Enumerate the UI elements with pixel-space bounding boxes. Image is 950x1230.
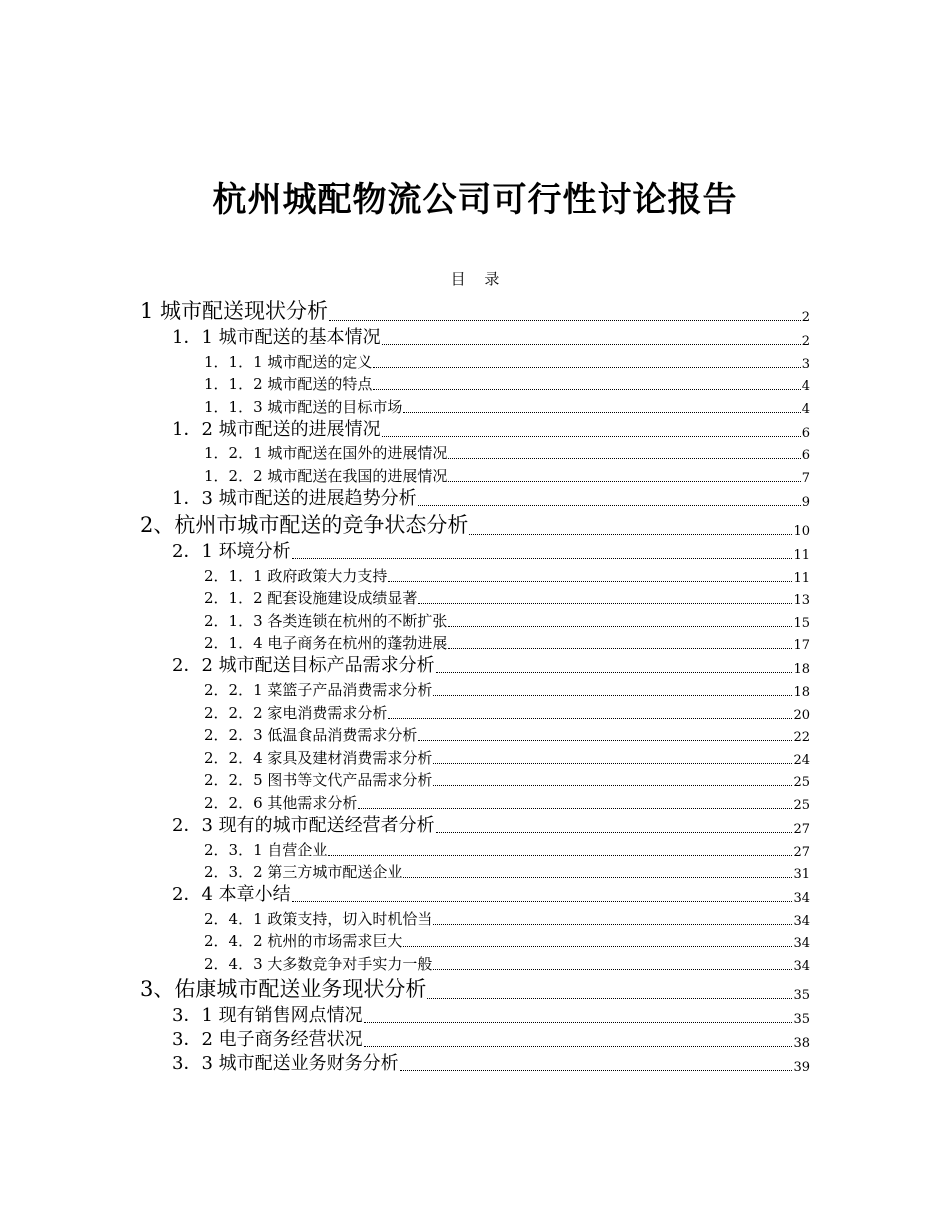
toc-entry-label: 2．1．1 政府政策大力支持: [204, 566, 388, 585]
toc-leader-dots: [436, 831, 793, 833]
toc-entry-level-3[interactable]: [140, 723, 810, 746]
toc-entry-label: 1 城市配送现状分析: [140, 299, 329, 323]
toc-entry-level-3[interactable]: [140, 951, 810, 974]
toc-entry-label: 3、佑康城市配送业务现状分析: [140, 976, 427, 1001]
toc-entry-page-number: 7: [801, 470, 810, 486]
toc-entry-level-3[interactable]: [140, 768, 810, 791]
toc-heading: 目 录: [450, 270, 500, 288]
toc-leader-dots: [427, 997, 792, 999]
toc-entry-level-3[interactable]: [140, 586, 810, 609]
toc-entry-page-number: 4: [801, 401, 810, 417]
toc-entry-page-number: 15: [793, 615, 810, 631]
toc-entry-level-2[interactable]: [140, 1003, 810, 1027]
toc-entry-label: 2．2．6 其他需求分析: [204, 793, 358, 812]
toc-entry-page-number: 4: [801, 379, 810, 395]
toc-entry-page-number: 2: [801, 334, 810, 349]
toc-entry-label: 2、杭州市城市配送的竞争状态分析: [140, 512, 469, 537]
toc-leader-dots: [433, 784, 792, 786]
toc-entry-label: 2．2．5 图书等文代产品需求分析: [204, 771, 433, 790]
toc-leader-dots: [400, 1069, 793, 1071]
toc-entry-label: 2．2．2 家电消费需求分析: [204, 703, 388, 722]
toc-entry-level-2[interactable]: [140, 1027, 810, 1051]
toc-entry-label: 2．3．2 第三方城市配送企业: [204, 863, 403, 882]
toc-entry-label: 3．2 电子商务经营状况: [172, 1028, 363, 1050]
toc-entry-level-2[interactable]: [140, 882, 810, 906]
toc-entry-label: 2．4 本章小结: [172, 884, 291, 906]
toc-leader-dots: [448, 647, 792, 649]
toc-entry-level-3[interactable]: [140, 677, 810, 700]
toc-entry-level-3[interactable]: [140, 700, 810, 723]
toc-leader-dots: [403, 411, 800, 413]
toc-entry-label: 1．2 城市配送的进展情况: [172, 418, 381, 440]
toc-entry-page-number: 2: [801, 310, 810, 325]
toc-entry-label: 2．2．4 家具及建材消费需求分析: [204, 748, 433, 767]
toc-leader-dots: [329, 319, 801, 321]
toc-leader-dots: [433, 694, 792, 696]
toc-leader-dots: [364, 1021, 793, 1023]
toc-leader-dots: [358, 807, 792, 809]
toc-entry-level-3[interactable]: [140, 441, 810, 464]
table-of-contents: [140, 296, 810, 1075]
toc-entry-page-number: 35: [793, 987, 810, 1003]
toc-entry-level-3[interactable]: [140, 608, 810, 631]
toc-entry-page-number: 38: [793, 1035, 810, 1051]
toc-entry-label: 2．4．3 大多数竞争对手实力一般: [204, 954, 433, 973]
toc-entry-page-number: 25: [793, 775, 810, 791]
toc-entry-page-number: 34: [793, 913, 810, 929]
toc-leader-dots: [373, 388, 800, 390]
toc-entry-page-number: 35: [793, 1011, 810, 1027]
toc-leader-dots: [328, 854, 792, 856]
toc-entry-level-3[interactable]: [140, 349, 810, 372]
toc-entry-label: 1．2．2 城市配送在我国的进展情况: [204, 466, 448, 485]
toc-entry-level-2[interactable]: [140, 539, 810, 563]
toc-leader-dots: [388, 580, 792, 582]
toc-entry-page-number: 18: [793, 662, 810, 678]
toc-leader-dots: [403, 945, 792, 947]
toc-leader-dots: [382, 435, 801, 437]
toc-entry-label: 2．2．3 低温食品消费需求分析: [204, 726, 418, 745]
toc-entry-label: 1．1 城市配送的基本情况: [172, 327, 381, 348]
toc-entry-level-1[interactable]: [140, 510, 810, 539]
toc-leader-dots: [388, 717, 792, 719]
toc-entry-label: 2．1．4 电子商务在杭州的蓬勃进展: [204, 634, 448, 653]
toc-entry-level-2[interactable]: [140, 813, 810, 837]
toc-leader-dots: [403, 876, 792, 878]
toc-entry-level-2[interactable]: [140, 653, 810, 677]
toc-entry-page-number: 27: [793, 821, 810, 837]
toc-entry-label: 2．1．3 各类连锁在杭州的不断扩张: [204, 611, 448, 630]
toc-entry-page-number: 20: [793, 707, 810, 723]
toc-entry-label: 2．3．1 自营企业: [204, 840, 328, 859]
toc-entry-page-number: 13: [793, 593, 810, 609]
toc-entry-level-2[interactable]: [140, 486, 810, 510]
toc-leader-dots: [433, 968, 792, 970]
toc-entry-level-3[interactable]: [140, 563, 810, 586]
toc-entry-level-3[interactable]: [140, 860, 810, 883]
toc-entry-page-number: 31: [793, 867, 810, 883]
toc-entry-label: 2．4．2 杭州的市场需求巨大: [204, 932, 403, 951]
toc-leader-dots: [292, 900, 793, 902]
toc-entry-level-1[interactable]: [140, 296, 810, 325]
toc-entry-page-number: 11: [793, 570, 810, 586]
toc-leader-dots: [448, 625, 792, 627]
toc-entry-label: 1．1．2 城市配送的特点: [204, 375, 373, 394]
toc-entry-level-3[interactable]: [140, 745, 810, 768]
toc-entry-page-number: 9: [801, 494, 810, 510]
toc-entry-label: 2．2．1 菜篮子产品消费需求分析: [204, 680, 433, 699]
toc-leader-dots: [418, 504, 801, 506]
toc-entry-label: 3．1 现有销售网点情况: [172, 1004, 363, 1026]
toc-entry-label: 2．1．2 配套设施建设成绩显著: [204, 589, 418, 608]
toc-leader-dots: [292, 557, 793, 559]
toc-leader-dots: [433, 923, 792, 925]
toc-entry-page-number: 18: [793, 684, 810, 700]
toc-entry-label: 2．2 城市配送目标产品需求分析: [172, 655, 435, 677]
toc-leader-dots: [382, 343, 801, 345]
toc-leader-dots: [364, 1045, 793, 1047]
toc-entry-level-3[interactable]: [140, 837, 810, 860]
toc-entry-level-2[interactable]: [140, 417, 810, 441]
toc-entry-label: 1．1．1 城市配送的定义: [204, 352, 373, 371]
toc-leader-dots: [433, 762, 792, 764]
toc-entry-page-number: 27: [793, 844, 810, 860]
toc-entry-page-number: 22: [793, 730, 810, 746]
toc-entry-level-3[interactable]: [140, 463, 810, 486]
toc-entry-page-number: 3: [801, 356, 810, 372]
toc-entry-label: 1．2．1 城市配送在国外的进展情况: [204, 444, 448, 463]
toc-entry-level-2[interactable]: [140, 325, 810, 349]
toc-leader-dots: [448, 457, 800, 459]
toc-entry-page-number: 39: [793, 1059, 810, 1075]
toc-entry-label: 3．3 城市配送业务财务分析: [172, 1052, 399, 1074]
toc-entry-page-number: 11: [793, 547, 810, 563]
toc-entry-label: 2．3 现有的城市配送经营者分析: [172, 814, 435, 836]
toc-entry-page-number: 34: [793, 891, 810, 907]
toc-entry-page-number: 25: [793, 797, 810, 813]
toc-leader-dots: [436, 671, 793, 673]
toc-entry-label: 1．3 城市配送的进展趋势分析: [172, 487, 417, 509]
toc-leader-dots: [373, 366, 800, 368]
toc-entry-page-number: 24: [793, 752, 810, 768]
toc-leader-dots: [418, 602, 792, 604]
toc-entry-level-2[interactable]: [140, 1051, 810, 1075]
toc-entry-level-3[interactable]: [140, 929, 810, 952]
toc-entry-label: 2．4．1 政策支持，切入时机恰当: [204, 909, 433, 928]
toc-entry-page-number: 34: [793, 936, 810, 952]
toc-entry-page-number: 6: [801, 425, 810, 441]
toc-leader-dots: [448, 480, 800, 482]
toc-entry-label: 1．1．3 城市配送的目标市场: [204, 397, 403, 416]
toc-leader-dots: [469, 533, 792, 535]
toc-entry-page-number: 10: [793, 523, 810, 539]
toc-entry-level-1[interactable]: [140, 974, 810, 1003]
toc-entry-page-number: 17: [793, 638, 810, 654]
toc-entry-label: 2．1 环境分析: [172, 540, 291, 562]
toc-entry-level-3[interactable]: [140, 790, 810, 813]
toc-leader-dots: [418, 739, 792, 741]
toc-entry-level-3[interactable]: [140, 372, 810, 395]
toc-entry-level-3[interactable]: [140, 394, 810, 417]
toc-entry-level-3[interactable]: [140, 631, 810, 654]
toc-entry-level-3[interactable]: [140, 906, 810, 929]
document-title: 杭州城配物流公司可行性讨论报告: [212, 180, 738, 220]
toc-entry-page-number: 6: [801, 448, 810, 464]
toc-entry-page-number: 34: [793, 958, 810, 974]
